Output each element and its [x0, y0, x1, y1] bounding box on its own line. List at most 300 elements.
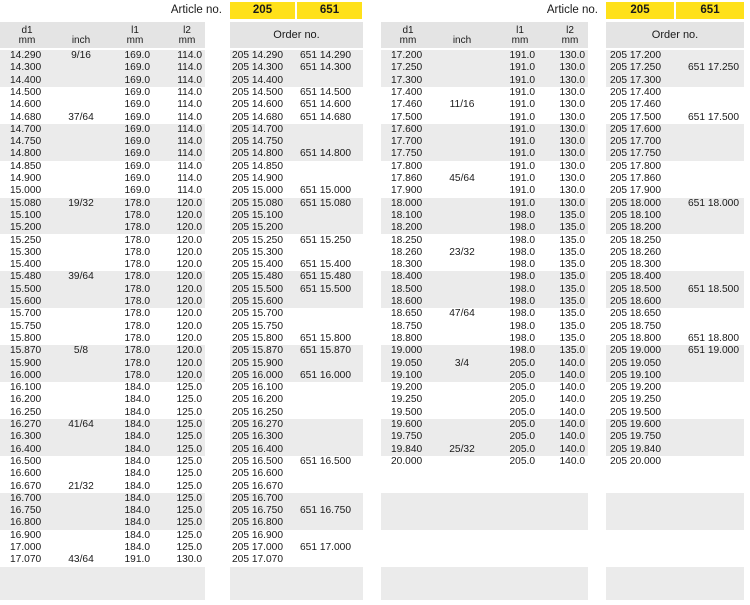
article-code-651: 651	[676, 2, 744, 19]
l2-value: 125.0	[176, 455, 202, 467]
d1-value: 15.500	[10, 283, 42, 295]
l1-value: 205.0	[509, 369, 535, 381]
order-205: 205 14.850	[232, 160, 283, 172]
l2-value: 130.0	[559, 86, 585, 98]
right-order-band	[606, 530, 744, 567]
d1-value: 14.290	[10, 50, 42, 61]
l1-value: 184.0	[124, 492, 150, 504]
order-205: 205 17.600	[610, 123, 661, 135]
inch-value: 45/64	[449, 173, 475, 184]
l2-value: 125.0	[176, 505, 202, 517]
header-l2-unit: mm	[178, 35, 196, 46]
order-205: 205 18.650	[610, 308, 661, 320]
d1-value: 15.250	[10, 234, 42, 246]
order-205: 205 16.750	[232, 505, 283, 517]
inch-value: 39/64	[68, 271, 94, 283]
l1-value: 169.0	[124, 50, 150, 61]
l1-value: 184.0	[124, 529, 150, 541]
inch-value: 21/32	[68, 480, 94, 492]
d1-value: 14.600	[10, 99, 42, 111]
order-205: 205 16.800	[232, 517, 283, 529]
header-l1: l1	[516, 25, 524, 36]
right-order-band	[606, 493, 744, 530]
l1-value: 198.0	[509, 209, 535, 221]
order-205: 205 19.200	[610, 382, 661, 394]
l1-value: 169.0	[124, 185, 150, 197]
l2-value: 135.0	[559, 271, 585, 283]
order-205: 205 19.840	[610, 443, 661, 455]
l1-value: 178.0	[124, 320, 150, 332]
d1-value: 16.700	[10, 492, 42, 504]
l1-value: 205.0	[509, 382, 535, 394]
left-order-band	[230, 567, 363, 600]
l1-value: 169.0	[124, 62, 150, 74]
right-data-band	[381, 493, 588, 530]
order-205: 205 17.750	[610, 148, 661, 160]
order-205: 205 15.480	[232, 271, 283, 283]
right-order-band	[606, 567, 744, 600]
header-d1-unit: mm	[399, 35, 417, 46]
inch-value: 37/64	[68, 111, 94, 123]
l1-value: 191.0	[509, 160, 535, 172]
l2-value: 140.0	[559, 382, 585, 394]
inch-value: 47/64	[449, 308, 475, 320]
l2-value: 135.0	[559, 345, 585, 357]
l1-value: 198.0	[509, 222, 535, 234]
article-code-651: 651	[297, 2, 362, 19]
right-data-band	[381, 567, 588, 600]
left-column-header	[0, 22, 205, 48]
order-205: 205 14.400	[232, 74, 283, 86]
order-651: 651 15.250	[300, 234, 351, 246]
l1-value: 184.0	[124, 419, 150, 430]
order-651: 651 16.500	[300, 455, 351, 467]
l1-value: 178.0	[124, 209, 150, 221]
order-205: 205 15.080	[232, 197, 283, 209]
d1-value: 17.900	[391, 185, 423, 197]
order-651: 651 14.300	[300, 62, 351, 74]
l1-value: 191.0	[509, 173, 535, 184]
d1-value: 15.800	[10, 332, 42, 344]
inch-value: 41/64	[68, 419, 94, 430]
order-205: 205 20.000	[610, 455, 661, 467]
d1-value: 19.250	[391, 394, 423, 406]
order-651: 651 14.500	[300, 86, 351, 98]
order-205: 205 14.500	[232, 86, 283, 98]
l2-value: 120.0	[176, 357, 202, 369]
l2-value: 130.0	[559, 197, 585, 209]
header-inch: inch	[452, 35, 472, 46]
l1-value: 169.0	[124, 160, 150, 172]
order-205: 205 15.750	[232, 320, 283, 332]
l1-value: 198.0	[509, 332, 535, 344]
l1-value: 191.0	[509, 136, 535, 148]
d1-value: 17.700	[391, 136, 423, 148]
d1-value: 15.080	[10, 197, 42, 209]
l2-value: 140.0	[559, 369, 585, 381]
l2-value: 125.0	[176, 468, 202, 480]
order-205: 205 18.600	[610, 296, 661, 307]
d1-value: 15.700	[10, 308, 42, 320]
order-651: 651 15.870	[300, 345, 351, 357]
d1-value: 14.500	[10, 86, 42, 98]
l2-value: 130.0	[559, 62, 585, 74]
l2-value: 125.0	[176, 431, 202, 443]
order-205: 205 19.250	[610, 394, 661, 406]
l1-value: 184.0	[124, 480, 150, 492]
article-label: Article no.	[546, 4, 598, 16]
d1-value: 17.860	[391, 173, 423, 184]
l1-value: 191.0	[509, 185, 535, 197]
order-205: 205 16.250	[232, 406, 283, 418]
l1-value: 191.0	[509, 148, 535, 160]
l2-value: 130.0	[559, 74, 585, 86]
order-205: 205 17.250	[610, 62, 661, 74]
l2-value: 135.0	[559, 283, 585, 295]
header-inch: inch	[71, 35, 91, 46]
l1-value: 191.0	[124, 554, 150, 566]
l2-value: 125.0	[176, 480, 202, 492]
l1-value: 184.0	[124, 455, 150, 467]
order-205: 205 16.100	[232, 382, 283, 394]
d1-value: 18.300	[391, 259, 423, 271]
order-205: 205 15.870	[232, 345, 283, 357]
l1-value: 178.0	[124, 345, 150, 357]
l1-value: 178.0	[124, 308, 150, 320]
l2-value: 114.0	[177, 173, 202, 184]
l1-value: 198.0	[509, 320, 535, 332]
l2-value: 140.0	[559, 394, 585, 406]
l2-value: 114.0	[177, 74, 202, 86]
order-651: 651 17.500	[688, 111, 739, 123]
order-205: 205 15.600	[232, 296, 283, 307]
d1-value: 19.750	[391, 431, 423, 443]
order-205: 205 19.500	[610, 406, 661, 418]
l1-value: 169.0	[124, 173, 150, 184]
d1-value: 16.800	[10, 517, 42, 529]
order-651: 651 15.500	[300, 283, 351, 295]
order-205: 205 14.800	[232, 148, 283, 160]
d1-value: 17.460	[391, 99, 423, 111]
l2-value: 135.0	[559, 320, 585, 332]
l2-value: 140.0	[559, 431, 585, 443]
l1-value: 169.0	[124, 99, 150, 111]
d1-value: 17.500	[391, 111, 423, 123]
l1-value: 191.0	[509, 197, 535, 209]
d1-value: 17.800	[391, 160, 423, 172]
d1-value: 15.750	[10, 320, 42, 332]
order-205: 205 17.200	[610, 50, 661, 61]
l2-value: 120.0	[176, 259, 202, 271]
d1-value: 18.650	[391, 308, 423, 320]
l2-value: 114.0	[177, 99, 202, 111]
l2-value: 120.0	[176, 234, 202, 246]
order-651: 651 14.680	[300, 111, 351, 123]
l1-value: 198.0	[509, 296, 535, 307]
l1-value: 184.0	[124, 394, 150, 406]
l1-value: 205.0	[509, 431, 535, 443]
d1-value: 19.000	[391, 345, 423, 357]
d1-value: 16.000	[10, 369, 42, 381]
d1-value: 18.750	[391, 320, 423, 332]
d1-value: 16.600	[10, 468, 42, 480]
order-205: 205 17.300	[610, 74, 661, 86]
inch-value: 5/8	[73, 345, 89, 357]
l2-value: 130.0	[559, 99, 585, 111]
d1-value: 14.850	[10, 160, 42, 172]
order-651: 651 18.800	[688, 332, 739, 344]
order-205: 205 17.070	[232, 554, 283, 566]
header-d1: d1	[21, 25, 33, 36]
order-205: 205 17.460	[610, 99, 661, 111]
d1-value: 15.100	[10, 209, 42, 221]
l1-value: 198.0	[509, 345, 535, 357]
inch-value: 43/64	[68, 554, 94, 566]
order-205: 205 17.860	[610, 173, 661, 184]
order-205: 205 17.000	[232, 542, 283, 553]
l2-value: 125.0	[176, 443, 202, 455]
l1-value: 191.0	[509, 74, 535, 86]
left-data-band	[0, 567, 205, 600]
l2-value: 125.0	[176, 529, 202, 541]
d1-value: 15.000	[10, 185, 42, 197]
l2-value: 140.0	[559, 455, 585, 467]
d1-value: 18.000	[391, 197, 423, 209]
l2-value: 135.0	[559, 308, 585, 320]
d1-value: 17.000	[10, 542, 42, 553]
header-l2: l2	[183, 25, 191, 36]
header-l1-unit: mm	[126, 35, 144, 46]
l1-value: 198.0	[509, 259, 535, 271]
inch-value: 9/16	[71, 50, 91, 61]
order-205: 205 16.500	[232, 455, 283, 467]
l2-value: 120.0	[176, 209, 202, 221]
l1-value: 178.0	[124, 222, 150, 234]
order-651: 651 15.800	[300, 332, 351, 344]
order-651: 651 15.400	[300, 259, 351, 271]
d1-value: 14.300	[10, 62, 42, 74]
header-d1: d1	[402, 25, 414, 36]
l1-value: 169.0	[124, 111, 150, 123]
order-205: 205 16.200	[232, 394, 283, 406]
d1-value: 18.600	[391, 296, 423, 307]
l1-value: 178.0	[124, 259, 150, 271]
order-205: 205 15.100	[232, 209, 283, 221]
l2-value: 120.0	[176, 369, 202, 381]
l1-value: 178.0	[124, 283, 150, 295]
l2-value: 135.0	[559, 296, 585, 307]
order-205: 205 16.300	[232, 431, 283, 443]
l2-value: 130.0	[559, 50, 585, 61]
d1-value: 19.200	[391, 382, 423, 394]
l2-value: 114.0	[177, 185, 202, 197]
l1-value: 178.0	[124, 296, 150, 307]
order-205: 205 14.600	[232, 99, 283, 111]
l2-value: 125.0	[176, 492, 202, 504]
l2-value: 130.0	[559, 160, 585, 172]
l2-value: 120.0	[176, 246, 202, 258]
order-205: 205 18.100	[610, 209, 661, 221]
l1-value: 169.0	[124, 86, 150, 98]
l2-value: 114.0	[177, 148, 202, 160]
order-205: 205 16.000	[232, 369, 283, 381]
order-651: 651 15.480	[300, 271, 351, 283]
inch-value: 19/32	[68, 197, 94, 209]
order-205: 205 19.050	[610, 357, 661, 369]
order-205: 205 14.900	[232, 173, 283, 184]
d1-value: 16.250	[10, 406, 42, 418]
order-651: 651 16.000	[300, 369, 351, 381]
d1-value: 15.600	[10, 296, 42, 307]
l2-value: 130.0	[559, 136, 585, 148]
l2-value: 120.0	[176, 308, 202, 320]
l1-value: 184.0	[124, 382, 150, 394]
d1-value: 16.900	[10, 529, 42, 541]
l2-value: 120.0	[176, 296, 202, 307]
inch-value: 23/32	[449, 246, 475, 258]
l1-value: 178.0	[124, 197, 150, 209]
order-205: 205 15.800	[232, 332, 283, 344]
l1-value: 169.0	[124, 148, 150, 160]
l1-value: 184.0	[124, 505, 150, 517]
order-205: 205 15.500	[232, 283, 283, 295]
order-205: 205 18.260	[610, 246, 661, 258]
l2-value: 114.0	[177, 160, 202, 172]
d1-value: 20.000	[391, 455, 423, 467]
l1-value: 191.0	[509, 62, 535, 74]
l2-value: 114.0	[177, 50, 202, 61]
d1-value: 15.200	[10, 222, 42, 234]
order-205: 205 18.500	[610, 283, 661, 295]
order-651: 651 15.080	[300, 197, 351, 209]
l2-value: 114.0	[177, 62, 202, 74]
order-205: 205 18.250	[610, 234, 661, 246]
order-651: 651 16.750	[300, 505, 351, 517]
l1-value: 184.0	[124, 517, 150, 529]
order-205: 205 18.400	[610, 271, 661, 283]
l2-value: 130.0	[176, 554, 202, 566]
order-205: 205 14.700	[232, 123, 283, 135]
l2-value: 140.0	[559, 419, 585, 430]
order-205: 205 17.400	[610, 86, 661, 98]
order-205: 205 19.100	[610, 369, 661, 381]
l2-value: 135.0	[559, 246, 585, 258]
l1-value: 184.0	[124, 468, 150, 480]
l1-value: 191.0	[509, 111, 535, 123]
d1-value: 14.400	[10, 74, 42, 86]
order-651: 651 14.290	[300, 50, 351, 61]
order-205: 205 14.680	[232, 111, 283, 123]
d1-value: 19.840	[391, 443, 423, 455]
order-205: 205 16.600	[232, 468, 283, 480]
order-205: 205 18.800	[610, 332, 661, 344]
order-205: 205 19.750	[610, 431, 661, 443]
l1-value: 178.0	[124, 271, 150, 283]
l1-value: 205.0	[509, 419, 535, 430]
l2-value: 135.0	[559, 222, 585, 234]
l2-value: 135.0	[559, 234, 585, 246]
order-205: 205 15.200	[232, 222, 283, 234]
l2-value: 120.0	[176, 345, 202, 357]
l2-value: 125.0	[176, 542, 202, 553]
d1-value: 15.870	[10, 345, 42, 357]
d1-value: 15.480	[10, 271, 42, 283]
order-205: 205 15.900	[232, 357, 283, 369]
order-205: 205 18.200	[610, 222, 661, 234]
d1-value: 16.500	[10, 455, 42, 467]
order-651: 651 14.800	[300, 148, 351, 160]
order-651: 651 17.000	[300, 542, 351, 553]
l2-value: 130.0	[559, 185, 585, 197]
l2-value: 114.0	[177, 86, 202, 98]
article-label: Article no.	[170, 4, 222, 16]
l2-value: 130.0	[559, 123, 585, 135]
order-205: 205 15.700	[232, 308, 283, 320]
order-205: 205 17.700	[610, 136, 661, 148]
d1-value: 18.400	[391, 271, 423, 283]
l2-value: 135.0	[559, 209, 585, 221]
l1-value: 178.0	[124, 246, 150, 258]
d1-value: 15.300	[10, 246, 42, 258]
l2-value: 114.0	[177, 123, 202, 135]
l2-value: 120.0	[176, 320, 202, 332]
right-column-header	[381, 22, 588, 48]
d1-value: 14.680	[10, 111, 42, 123]
l1-value: 198.0	[509, 271, 535, 283]
order-651: 651 14.600	[300, 99, 351, 111]
d1-value: 14.800	[10, 148, 42, 160]
d1-value: 17.600	[391, 123, 423, 135]
l2-value: 130.0	[559, 173, 585, 184]
d1-value: 16.270	[10, 419, 42, 430]
l1-value: 191.0	[509, 99, 535, 111]
l2-value: 114.0	[177, 111, 202, 123]
d1-value: 17.400	[391, 86, 423, 98]
d1-value: 15.900	[10, 357, 42, 369]
l2-value: 140.0	[559, 406, 585, 418]
right-order-header: Order no.	[606, 22, 744, 48]
d1-value: 16.200	[10, 394, 42, 406]
l1-value: 169.0	[124, 136, 150, 148]
left-order-header: Order no.	[230, 22, 363, 48]
l1-value: 178.0	[124, 369, 150, 381]
d1-value: 17.750	[391, 148, 423, 160]
l1-value: 184.0	[124, 406, 150, 418]
order-205: 205 16.900	[232, 529, 283, 541]
l2-value: 140.0	[559, 357, 585, 369]
order-205: 205 18.300	[610, 259, 661, 271]
header-l2: l2	[566, 25, 574, 36]
order-205: 205 17.800	[610, 160, 661, 172]
l1-value: 198.0	[509, 246, 535, 258]
d1-value: 14.700	[10, 123, 42, 135]
l1-value: 198.0	[509, 308, 535, 320]
l1-value: 184.0	[124, 431, 150, 443]
l1-value: 191.0	[509, 50, 535, 61]
header-l2-unit: mm	[561, 35, 579, 46]
l2-value: 125.0	[176, 382, 202, 394]
d1-value: 19.500	[391, 406, 423, 418]
order-651: 651 17.250	[688, 62, 739, 74]
l2-value: 140.0	[559, 443, 585, 455]
order-205: 205 14.290	[232, 50, 283, 61]
right-data-band	[381, 530, 588, 567]
d1-value: 18.500	[391, 283, 423, 295]
d1-value: 17.300	[391, 74, 423, 86]
d1-value: 17.250	[391, 62, 423, 74]
l2-value: 120.0	[176, 332, 202, 344]
l2-value: 135.0	[559, 332, 585, 344]
